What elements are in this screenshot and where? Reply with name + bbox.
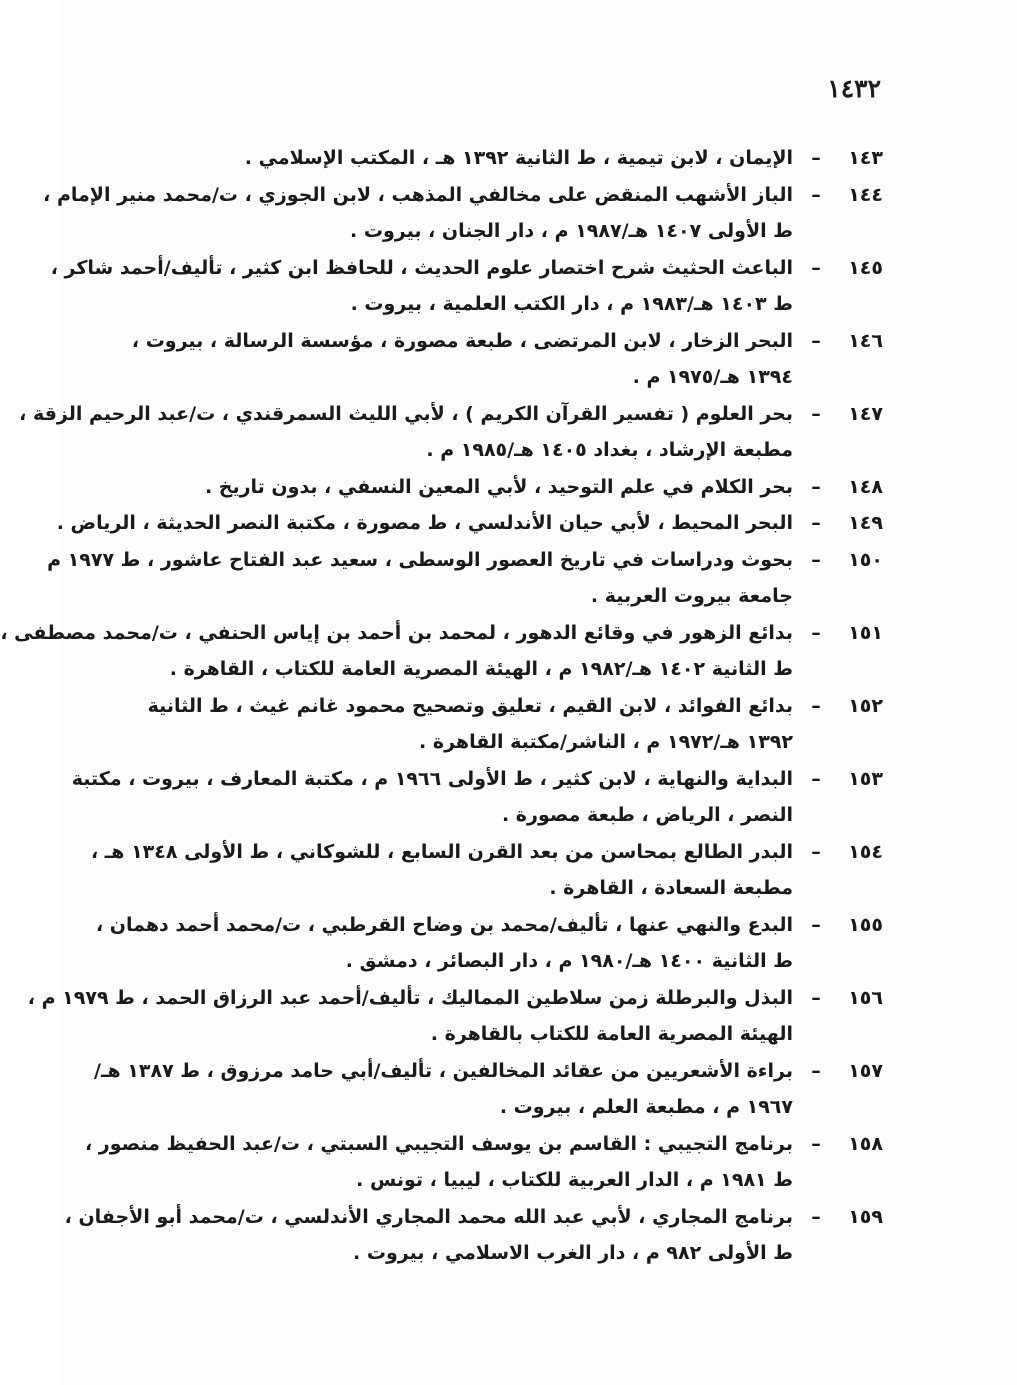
- entry-dash: –: [811, 147, 821, 169]
- entry-text-line: ط الثانية ١٤٠٠ هـ/١٩٨٠ م ، دار البصائر ، دمشق .: [345, 950, 793, 972]
- entry-dash: –: [811, 475, 821, 498]
- bibliography-entry: [27, 980, 883, 1053]
- entry-text-line: ط ١٩٨١ م ، الدار العربية للكتاب ، ليبيا ، تونس .: [356, 1169, 793, 1191]
- bibliography-entry: [19, 396, 883, 469]
- bibliography-entry: [47, 542, 883, 615]
- entry-dash: –: [811, 329, 821, 352]
- entry-number: ١٥٠: [848, 548, 883, 571]
- entry-number: ١٥١: [848, 621, 883, 644]
- entry-dash: –: [811, 694, 821, 717]
- entry-text-line: ١٣٩٤ هـ/١٩٧٥ م .: [632, 366, 793, 388]
- entry-number: ١٥٩: [848, 1205, 883, 1228]
- entry-number: ١٥٦: [848, 986, 883, 1009]
- entry-dash: –: [811, 767, 821, 790]
- entry-text-line: مطبعة الإرشاد ، بغداد ١٤٠٥ هـ/١٩٨٥ م .: [426, 439, 793, 461]
- bibliography-entry: [95, 907, 883, 980]
- entry-number: ١٤٧: [848, 402, 883, 425]
- entry-number: ١٥٣: [848, 767, 883, 790]
- entry-dash: –: [811, 512, 821, 534]
- entry-text-line: الباز الأشهب المنقض على مخالفي المذهب ، لابن الجوزي ، ت/محمد منير الإمام ،: [43, 183, 793, 206]
- entry-text-line: الباعث الحثيث شرح اختصار علوم الحديث ، للحافظ ابن كثير ، تأليف/أحمد شاكر ،: [50, 256, 793, 279]
- bibliography-entry: [193, 140, 883, 177]
- bibliography-entry: [64, 1199, 883, 1272]
- bibliography-list: [0, 140, 883, 1272]
- entry-text-line: البحر المحيط ، لأبي حيان الأندلسي ، ط مصورة ، مكتبة النصر الحديثة ، الرياض .: [56, 512, 793, 534]
- entry-number: ١٤٣: [848, 147, 883, 169]
- entry-dash: –: [811, 913, 821, 936]
- entry-dash: –: [811, 256, 821, 279]
- bibliography-entry: [131, 323, 883, 396]
- entry-text-line: بحوث ودراسات في تاريخ العصور الوسطى ، سعيد عبد الفتاح عاشور ، ط ١٩٧٧ م: [47, 548, 793, 571]
- entry-text-line: بحر العلوم ( تفسير القرآن الكريم ) ، لأبي الليث السمرقندي ، ت/عبد الرحيم الزقة ،: [19, 402, 793, 425]
- entry-number: ١٤٩: [848, 512, 883, 534]
- bibliography-entry: [94, 1053, 883, 1126]
- entry-text-line: البدر الطالع بمحاسن من بعد القرن السابع ، للشوكاني ، ط الأولى ١٣٤٨ هـ ،: [90, 840, 793, 863]
- entry-text-line: البحر الزخار ، لابن المرتضى ، طبعة مصورة ، مؤسسة الرسالة ، بيروت ،: [131, 329, 793, 352]
- entry-text-line: ط الأولى ٩٨٢ م ، دار الغرب الاسلامي ، بيروت .: [353, 1242, 793, 1264]
- entry-number: ١٤٤: [848, 183, 883, 206]
- entry-number: ١٥٤: [848, 840, 883, 863]
- bibliography-entry: [50, 250, 883, 323]
- entry-text-line: مطبعة السعادة ، القاهرة .: [549, 877, 793, 899]
- entry-text-line: بحر الكلام في علم التوحيد ، لأبي المعين النسفي ، بدون تاريخ .: [204, 475, 793, 498]
- entry-text-line: ١٣٩٢ هـ/١٩٧٢ م ، الناشر/مكتبة القاهرة .: [419, 731, 793, 753]
- entry-dash: –: [811, 1205, 821, 1228]
- entry-dash: –: [811, 1059, 821, 1082]
- entry-text-line: البداية والنهاية ، لابن كثير ، ط الأولى ١٩٦٦ م ، مكتبة المعارف ، بيروت ، مكتبة: [71, 767, 793, 790]
- entry-text-line: ط الثانية ١٤٠٢ هـ/١٩٨٢ م ، الهيئة المصرية العامة للكتاب ، القاهرة .: [169, 658, 793, 680]
- entry-text-line: برنامج التجيبي : القاسم بن يوسف التجيبي السبتي ، ت/عبد الحفيظ منصور ،: [84, 1132, 793, 1155]
- entry-number: ١٤٦: [848, 329, 883, 352]
- entry-dash: –: [811, 621, 821, 644]
- entry-number: ١٤٥: [848, 256, 883, 279]
- page-number: ١٤٣٢: [827, 74, 881, 103]
- entry-dash: –: [811, 183, 821, 206]
- bibliography-entry: [43, 177, 883, 250]
- entry-text-line: ط الأولى ١٤٠٧ هـ/١٩٨٧ م ، دار الجنان ، بيروت .: [350, 220, 793, 242]
- entry-text-line: بدائع الزهور في وقائع الدهور ، لمحمد بن أحمد بن إياس الحنفي ، ت/محمد مصطفى ،: [0, 621, 793, 644]
- entry-text-line: النصر ، الرياض ، طبعة مصورة .: [501, 804, 793, 826]
- entry-text-line: ١٩٦٧ م ، مطبعة العلم ، بيروت .: [499, 1096, 793, 1118]
- bibliography-entry: [193, 469, 883, 506]
- bibliography-entry: [0, 615, 883, 688]
- entry-number: ١٥٧: [848, 1059, 883, 1082]
- entry-text-line: البذل والبرطلة زمن سلاطين المماليك ، تأليف/أحمد عبد الرزاق الحمد ، ط ١٩٧٩ م ،: [27, 986, 793, 1009]
- bibliography-entry: [90, 834, 883, 907]
- entry-text-line: الإيمان ، لابن تيمية ، ط الثانية ١٣٩٢ هـ ، المكتب الإسلامي .: [244, 147, 793, 169]
- entry-text-line: جامعة بيروت العربية .: [590, 585, 793, 607]
- entry-text-line: البدع والنهي عنها ، تأليف/محمد بن وضاح القرطبي ، ت/محمد أحمد دهمان ،: [95, 913, 793, 936]
- entry-dash: –: [811, 548, 821, 571]
- bibliography-entry: [71, 761, 883, 834]
- entry-text-line: ط ١٤٠٣ هـ/١٩٨٣ م ، دار الكتب العلمية ، بيروت .: [350, 293, 793, 315]
- entry-number: ١٤٨: [848, 475, 883, 498]
- entry-number: ١٥٢: [848, 694, 883, 717]
- entry-text-line: الهيئة المصرية العامة للكتاب بالقاهرة .: [430, 1023, 793, 1045]
- entry-text-line: براءة الأشعريين من عقائد المخالفين ، تأليف/أبي حامد مرزوق ، ط ١٣٨٧ هـ/: [94, 1059, 793, 1082]
- bibliography-entry: [84, 1126, 883, 1199]
- bibliography-entry: [147, 688, 883, 761]
- entry-dash: –: [811, 840, 821, 863]
- entry-dash: –: [811, 1132, 821, 1155]
- entry-text-line: بدائع الفوائد ، لابن القيم ، تعليق وتصحيح محمود غانم غيث ، ط الثانية: [147, 694, 793, 717]
- bibliography-entry: [56, 505, 883, 542]
- entry-number: ١٥٨: [848, 1132, 883, 1155]
- entry-number: ١٥٥: [848, 913, 883, 936]
- entry-dash: –: [811, 986, 821, 1009]
- entry-dash: –: [811, 402, 821, 425]
- entry-text-line: برنامج المجاري ، لأبي عبد الله محمد المجاري الأندلسي ، ت/محمد أبو الأجفان ،: [64, 1205, 793, 1228]
